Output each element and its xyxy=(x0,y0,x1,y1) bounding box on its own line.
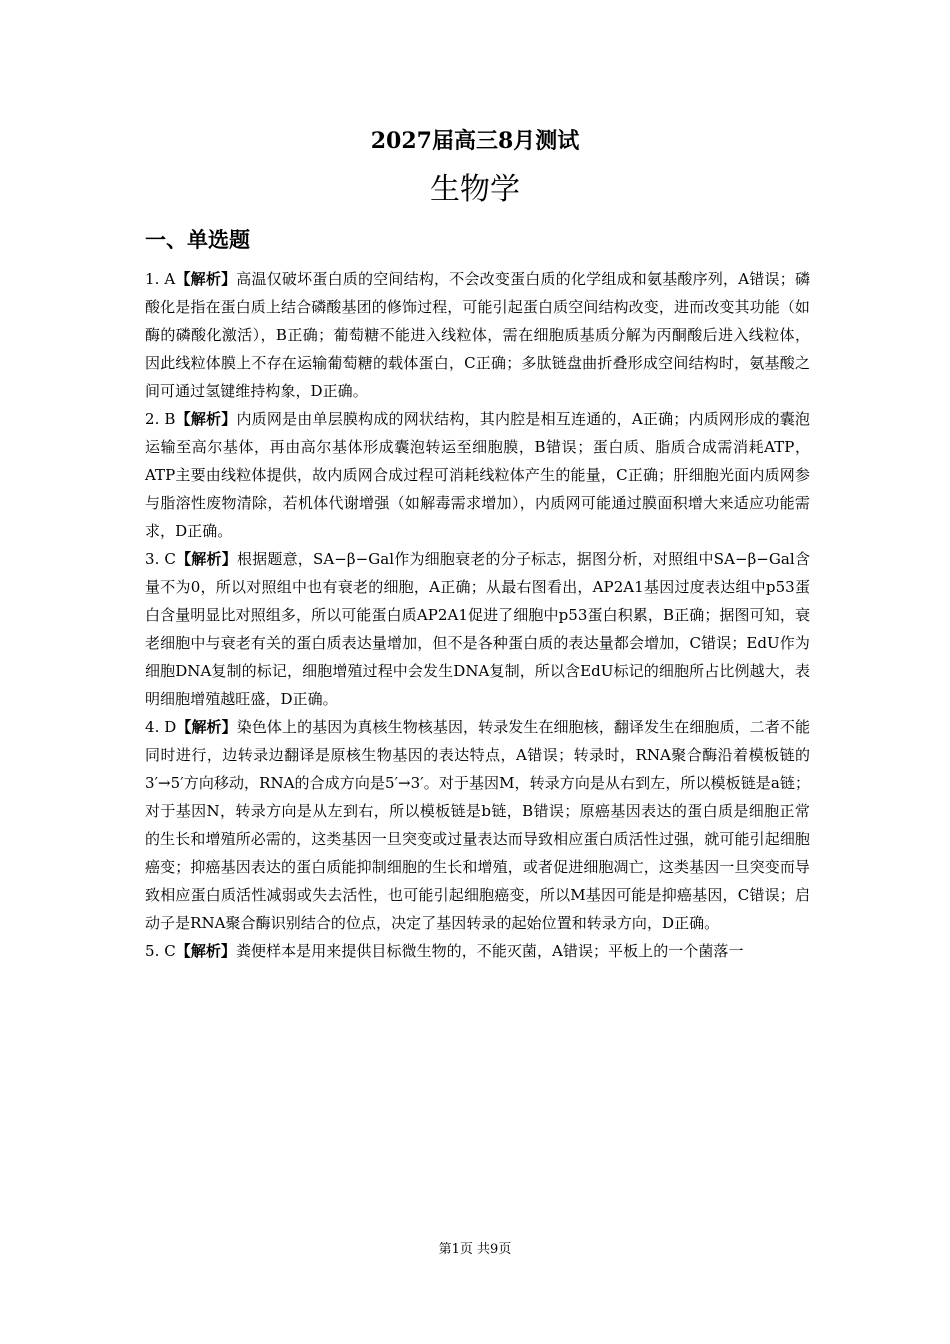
answer-item-5 xyxy=(145,937,810,965)
document-title: 2027届高三8月测试 xyxy=(370,128,580,154)
answer-text: 粪便样本是用来提供目标微生物的，不能灭菌，A错误；平板上的一个菌落一 xyxy=(235,942,744,960)
answer-text: 根据题意，SA−β−Gal作为细胞衰老的分子标志，据图分析，对照组中SA−β−Gal含量不为0，所以对照组中也有衰老的细胞，A正确；从最右图看出，AP2A1基因过度表达组中p53蛋白含量明显比对照组多，所以可能蛋白质AP2A1促进了细胞中p53蛋白积累，B正确；据图可知，衰老细胞中与衰老有关的蛋白质表达量增加，但不是各种蛋白质的表达量都会增加，C错误；EdU作为细胞DNA复制的标记，细胞增殖过程中会发生DNA复制，所以含EdU标记的细胞所占比例越大，表明细胞增殖越旺盛，D正确。 xyxy=(145,550,810,708)
answer-text: 内质网是由单层膜构成的网状结构，其内腔是相互连通的，A正确；内质网形成的囊泡运输至高尔基体，再由高尔基体形成囊泡转运至细胞膜，B错误；蛋白质、脂质合成需消耗ATP，ATP主要由线粒体提供，故内质网合成过程可消耗线粒体产生的能量，C正确；肝细胞光面内质网参与脂溶性废物清除，若机体代谢增强（如解毒需求增加），内质网可能通过膜面积增大来适应功能需求，D正确。 xyxy=(145,410,810,540)
answer-item-1 xyxy=(145,265,810,405)
analysis-tag: 【解析】 xyxy=(175,270,237,288)
answer-item-2 xyxy=(145,405,810,545)
analysis-tag: 【解析】 xyxy=(175,410,237,428)
subject-title: 生物学 xyxy=(430,172,520,207)
analysis-tag: 【解析】 xyxy=(175,942,236,960)
answer-text: 高温仅破坏蛋白质的空间结构，不会改变蛋白质的化学组成和氨基酸序列，A错误；磷酸化是指在蛋白质上结合磷酸基团的修饰过程，可能引起蛋白质空间结构改变，进而改变其功能（如酶的磷酸化激活），B正确；葡萄糖不能进入线粒体，需在细胞质基质分解为丙酮酸后进入线粒体，因此线粒体膜上不存在运输葡萄糖的载体蛋白，C正确；多肽链盘曲折叠形成空间结构时，氨基酸之间可通过氢键维持构象，D正确。 xyxy=(145,270,810,400)
answer-number: 2. B xyxy=(145,410,176,428)
answer-item-4 xyxy=(145,713,810,937)
answer-number: 3. C xyxy=(145,550,176,568)
answer-number: 4. D xyxy=(145,718,177,736)
answer-item-3 xyxy=(145,545,810,713)
answer-text: 染色体上的基因为真核生物核基因，转录发生在细胞核，翻译发生在细胞质，二者不能同时进行，边转录边翻译是原核生物基因的表达特点，A错误；转录时，RNA聚合酶沿着模板链的3′→5′方向移动，RNA的合成方向是5′→3′。对于基因M，转录方向是从右到左，所以模板链是a链；对于基因N，转录方向是从左到右，所以模板链是b链，B错误；原癌基因表达的蛋白质是细胞正常的生长和增殖所必需的，这类基因一旦突变或过量表达而导致相应蛋白质活性过强，就可能引起细胞癌变；抑癌基因表达的蛋白质能抑制细胞的生长和增殖，或者促进细胞凋亡，这类基因一旦突变而导致相应蛋白质活性减弱或失去活性，也可能引起细胞癌变，所以M基因可能是抑癌基因，C错误；启动子是RNA聚合酶识别结合的位点，决定了基因转录的起始位置和转录方向，D正确。 xyxy=(145,718,810,932)
section-heading: 一、单选题 xyxy=(145,227,250,252)
analysis-tag: 【解析】 xyxy=(176,718,237,736)
answer-number: 1. A xyxy=(145,270,176,288)
answer-list xyxy=(145,265,810,965)
page-footer: 第1页 共9页 xyxy=(438,1242,512,1257)
analysis-tag: 【解析】 xyxy=(175,550,237,568)
answer-number: 5. C xyxy=(145,942,176,960)
